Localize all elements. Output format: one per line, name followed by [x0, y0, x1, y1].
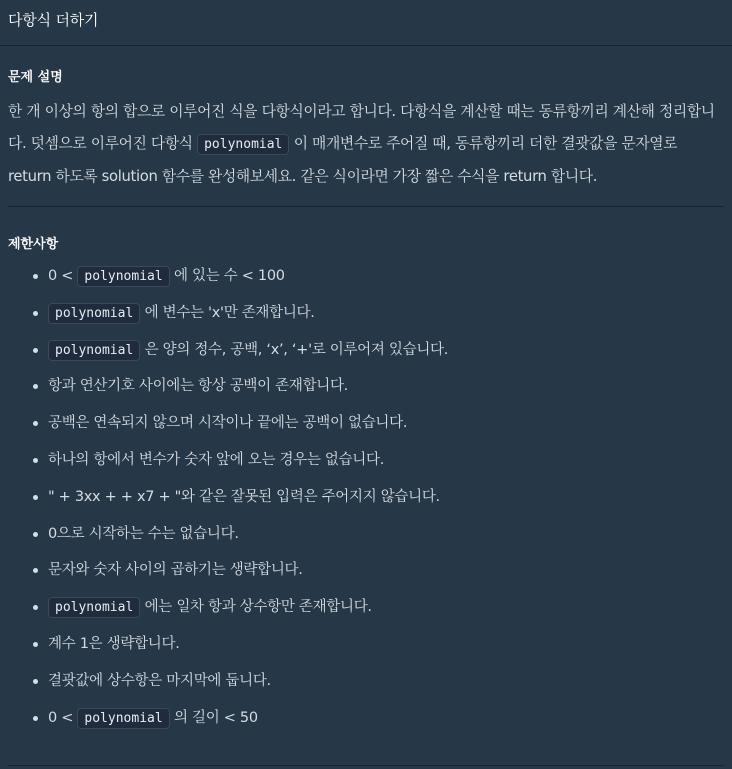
- limit-text: " + 3xx + + x7 + "와 같은 잘못된 입력은 주어지지 않습니다.: [48, 488, 440, 505]
- limit-item: [8, 706, 724, 743]
- limit-text: 은 양의 정수, 공백, ‘x’, ‘+'로 이루어져 있습니다.: [140, 341, 449, 358]
- bullet-icon: [33, 384, 38, 389]
- limit-text: 계수 1은 생략합니다.: [48, 635, 180, 652]
- limit-item: [8, 558, 724, 595]
- limit-item: [8, 595, 724, 632]
- limit-code: polynomial: [77, 266, 169, 287]
- limit-item: [8, 632, 724, 669]
- limits-list: [8, 264, 724, 742]
- limit-text: 0 <: [48, 268, 78, 284]
- limit-text: 에는 일차 항과 상수항만 존재합니다.: [140, 599, 372, 616]
- bullet-icon: [33, 605, 38, 610]
- description-code: polynomial: [197, 134, 289, 155]
- bullet-icon: [33, 716, 38, 721]
- limit-code: polynomial: [77, 708, 169, 729]
- description-text-2: 이 매개변수로 주어질 때, 동류항끼리 더한 결괏값을 문자열로 return 하도록 solution 함수를 완성해보세요. 같은 식이라면 가장 짧은 수식을 return 합니다.: [8, 135, 678, 185]
- bullet-icon: [33, 495, 38, 500]
- limits-heading: 제한사항: [8, 237, 59, 252]
- bullet-icon: [33, 679, 38, 684]
- bullet-icon: [33, 532, 38, 537]
- limit-item: [8, 669, 724, 706]
- limit-code: polynomial: [48, 303, 140, 324]
- limit-item: [8, 522, 724, 559]
- problem-header: [0, 0, 732, 46]
- section-divider: [8, 206, 724, 207]
- problem-description: [8, 96, 724, 193]
- description-text-1: 한 개 이상의 항의 합으로 이루어진 식을 다항식이라고 합니다. 다항식을 계산할 때는 동류항끼리 계산해 정리합니다. 덧셈으로 이루어진 다항식: [8, 103, 715, 152]
- limit-text: 공백은 연속되지 않으며 시작이나 끝에는 공백이 없습니다.: [48, 415, 408, 432]
- limit-text: 0으로 시작하는 수는 없습니다.: [48, 525, 239, 542]
- bullet-icon: [33, 458, 38, 463]
- limit-item: [8, 411, 724, 448]
- bullet-icon: [33, 311, 38, 316]
- bottom-divider: [8, 765, 724, 766]
- bullet-icon: [33, 274, 38, 279]
- bullet-icon: [33, 568, 38, 573]
- limit-text: 에 있는 수 < 100: [169, 268, 285, 284]
- limit-item: [8, 485, 724, 522]
- limit-item: [8, 374, 724, 411]
- limit-text: 의 길이 < 50: [169, 709, 258, 726]
- limit-item: [8, 448, 724, 485]
- problem-title: 다항식 더하기: [8, 11, 99, 29]
- limit-text: 문자와 숫자 사이의 곱하기는 생략합니다.: [48, 562, 303, 579]
- limit-code: polynomial: [48, 340, 140, 361]
- bullet-icon: [33, 421, 38, 426]
- limit-text: 결괏값에 상수항은 마지막에 둡니다.: [48, 672, 271, 689]
- limit-code: polynomial: [48, 597, 140, 618]
- problem-content: [0, 46, 732, 742]
- limit-text: 항과 연산기호 사이에는 항상 공백이 존재합니다.: [48, 378, 348, 395]
- limit-text: 하나의 항에서 변수가 숫자 앞에 오는 경우는 없습니다.: [48, 451, 385, 468]
- bullet-icon: [33, 642, 38, 647]
- limit-text: 0 <: [48, 709, 78, 726]
- description-heading: 문제 설명: [8, 70, 63, 85]
- limit-item: [8, 264, 724, 301]
- bullet-icon: [33, 348, 38, 353]
- limit-item: [8, 301, 724, 338]
- limit-text: 에 변수는 'x'만 존재합니다.: [140, 304, 315, 321]
- limit-item: [8, 338, 724, 375]
